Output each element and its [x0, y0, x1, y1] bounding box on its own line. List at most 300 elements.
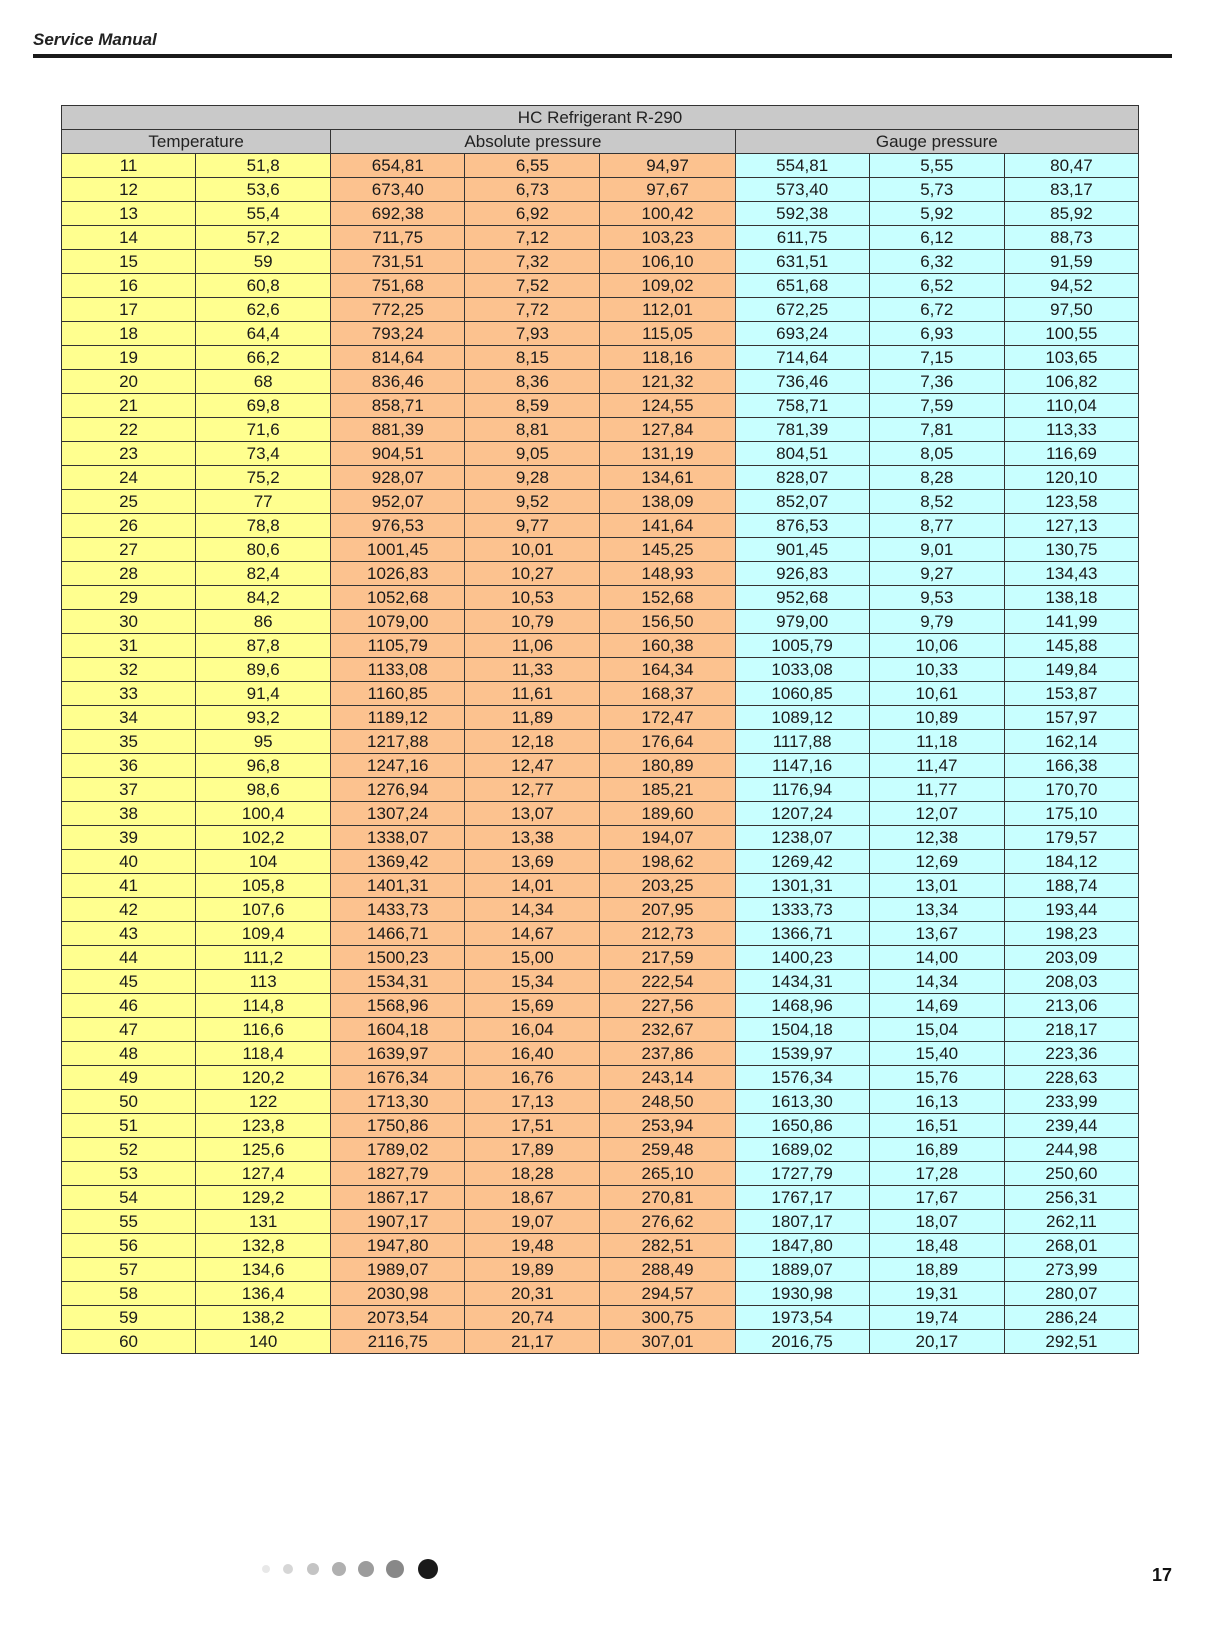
progress-dot — [283, 1564, 293, 1574]
table-cell: 1847,80 — [735, 1234, 869, 1258]
table-cell: 280,07 — [1004, 1282, 1138, 1306]
table-cell: 781,39 — [735, 418, 869, 442]
table-cell: 751,68 — [331, 274, 465, 298]
table-cell: 57,2 — [196, 226, 331, 250]
table-cell: 84,2 — [196, 586, 331, 610]
table-cell: 736,46 — [735, 370, 869, 394]
table-cell: 901,45 — [735, 538, 869, 562]
table-cell: 692,38 — [331, 202, 465, 226]
table-cell: 18,48 — [869, 1234, 1004, 1258]
table-row — [62, 994, 1139, 1018]
table-cell: 250,60 — [1004, 1162, 1138, 1186]
table-cell: 13,01 — [869, 874, 1004, 898]
table-cell: 1301,31 — [735, 874, 869, 898]
table-cell: 131,19 — [600, 442, 735, 466]
table-cell: 164,34 — [600, 658, 735, 682]
table-cell: 259,48 — [600, 1138, 735, 1162]
table-cell: 14,34 — [465, 898, 600, 922]
table-cell: 43 — [62, 922, 196, 946]
table-cell: 714,64 — [735, 346, 869, 370]
table-row — [62, 802, 1139, 826]
table-cell: 16,51 — [869, 1114, 1004, 1138]
table-cell: 51 — [62, 1114, 196, 1138]
table-cell: 37 — [62, 778, 196, 802]
table-cell: 11 — [62, 154, 196, 178]
table-cell: 9,01 — [869, 538, 1004, 562]
table-cell: 60 — [62, 1330, 196, 1354]
table-cell: 286,24 — [1004, 1306, 1138, 1330]
table-cell: 12,18 — [465, 730, 600, 754]
table-cell: 651,68 — [735, 274, 869, 298]
table-row — [62, 922, 1139, 946]
table-cell: 66,2 — [196, 346, 331, 370]
table-cell: 1613,30 — [735, 1090, 869, 1114]
table-cell: 6,73 — [465, 178, 600, 202]
table-cell: 10,27 — [465, 562, 600, 586]
table-cell: 1089,12 — [735, 706, 869, 730]
table-cell: 1269,42 — [735, 850, 869, 874]
table-cell: 189,60 — [600, 802, 735, 826]
table-cell: 12,69 — [869, 850, 1004, 874]
table-cell: 16,04 — [465, 1018, 600, 1042]
table-cell: 7,72 — [465, 298, 600, 322]
table-cell: 1238,07 — [735, 826, 869, 850]
table-cell: 1676,34 — [331, 1066, 465, 1090]
table-cell: 1052,68 — [331, 586, 465, 610]
table-cell: 693,24 — [735, 322, 869, 346]
table-cell: 120,10 — [1004, 466, 1138, 490]
table-cell: 270,81 — [600, 1186, 735, 1210]
table-row — [62, 490, 1139, 514]
table-cell: 21 — [62, 394, 196, 418]
table-cell: 94,97 — [600, 154, 735, 178]
table-cell: 294,57 — [600, 1282, 735, 1306]
table-cell: 554,81 — [735, 154, 869, 178]
table-row — [62, 1018, 1139, 1042]
table-cell: 75,2 — [196, 466, 331, 490]
table-cell: 188,74 — [1004, 874, 1138, 898]
table-cell: 1147,16 — [735, 754, 869, 778]
table-cell: 1434,31 — [735, 970, 869, 994]
table-row — [62, 1186, 1139, 1210]
table-cell: 1400,23 — [735, 946, 869, 970]
table-cell: 9,27 — [869, 562, 1004, 586]
table-cell: 30 — [62, 610, 196, 634]
table-cell: 10,06 — [869, 634, 1004, 658]
table-cell: 2030,98 — [331, 1282, 465, 1306]
table-cell: 19,89 — [465, 1258, 600, 1282]
table-cell: 248,50 — [600, 1090, 735, 1114]
table-cell: 138,2 — [196, 1306, 331, 1330]
table-cell: 1247,16 — [331, 754, 465, 778]
table-cell: 57 — [62, 1258, 196, 1282]
table-cell: 1333,73 — [735, 898, 869, 922]
table-cell: 19,31 — [869, 1282, 1004, 1306]
page-number: 17 — [1152, 1565, 1173, 1585]
table-cell: 118,4 — [196, 1042, 331, 1066]
table-cell: 7,15 — [869, 346, 1004, 370]
table-cell: 8,05 — [869, 442, 1004, 466]
table-cell: 31 — [62, 634, 196, 658]
table-cell: 110,04 — [1004, 394, 1138, 418]
table-cell: 7,59 — [869, 394, 1004, 418]
table-cell: 237,86 — [600, 1042, 735, 1066]
table-cell: 112,01 — [600, 298, 735, 322]
table-cell: 654,81 — [331, 154, 465, 178]
table-cell: 59 — [62, 1306, 196, 1330]
table-cell: 91,59 — [1004, 250, 1138, 274]
table-cell: 8,81 — [465, 418, 600, 442]
temperature-header: Temperature — [62, 130, 331, 154]
header-divider — [33, 54, 1172, 58]
table-cell: 2073,54 — [331, 1306, 465, 1330]
table-row — [62, 442, 1139, 466]
table-cell: 9,05 — [465, 442, 600, 466]
table-row — [62, 1066, 1139, 1090]
table-cell: 45 — [62, 970, 196, 994]
table-cell: 7,81 — [869, 418, 1004, 442]
table-cell: 20,31 — [465, 1282, 600, 1306]
table-cell: 2116,75 — [331, 1330, 465, 1354]
table-cell: 109,02 — [600, 274, 735, 298]
table-cell: 828,07 — [735, 466, 869, 490]
table-cell: 138,18 — [1004, 586, 1138, 610]
table-cell: 15,04 — [869, 1018, 1004, 1042]
table-cell: 121,32 — [600, 370, 735, 394]
table-cell: 288,49 — [600, 1258, 735, 1282]
table-cell: 1568,96 — [331, 994, 465, 1018]
table-row — [62, 1282, 1139, 1306]
table-cell: 1767,17 — [735, 1186, 869, 1210]
table-cell: 96,8 — [196, 754, 331, 778]
table-cell: 300,75 — [600, 1306, 735, 1330]
table-row — [62, 418, 1139, 442]
table-row — [62, 1090, 1139, 1114]
table-row — [62, 826, 1139, 850]
table-cell: 160,38 — [600, 634, 735, 658]
table-cell: 1930,98 — [735, 1282, 869, 1306]
table-cell: 38 — [62, 802, 196, 826]
table-cell: 94,52 — [1004, 274, 1138, 298]
table-cell: 793,24 — [331, 322, 465, 346]
table-cell: 103,23 — [600, 226, 735, 250]
table-cell: 33 — [62, 682, 196, 706]
table-cell: 7,93 — [465, 322, 600, 346]
table-cell: 223,36 — [1004, 1042, 1138, 1066]
table-cell: 12 — [62, 178, 196, 202]
table-cell: 97,50 — [1004, 298, 1138, 322]
table-cell: 193,44 — [1004, 898, 1138, 922]
table-cell: 926,83 — [735, 562, 869, 586]
table-cell: 976,53 — [331, 514, 465, 538]
table-cell: 11,47 — [869, 754, 1004, 778]
table-cell: 1033,08 — [735, 658, 869, 682]
table-cell: 113,33 — [1004, 418, 1138, 442]
table-row — [62, 1330, 1139, 1354]
table-cell: 127,4 — [196, 1162, 331, 1186]
table-cell: 207,95 — [600, 898, 735, 922]
table-cell: 804,51 — [735, 442, 869, 466]
table-cell: 16 — [62, 274, 196, 298]
table-cell: 120,2 — [196, 1066, 331, 1090]
table-cell: 1827,79 — [331, 1162, 465, 1186]
table-cell: 102,2 — [196, 826, 331, 850]
table-cell: 1026,83 — [331, 562, 465, 586]
table-cell: 1576,34 — [735, 1066, 869, 1090]
table-row — [62, 1114, 1139, 1138]
table-cell: 7,36 — [869, 370, 1004, 394]
table-row — [62, 514, 1139, 538]
table-cell: 127,13 — [1004, 514, 1138, 538]
table-cell: 217,59 — [600, 946, 735, 970]
table-cell: 21,17 — [465, 1330, 600, 1354]
table-cell: 8,52 — [869, 490, 1004, 514]
table-cell: 17,67 — [869, 1186, 1004, 1210]
table-cell: 17,89 — [465, 1138, 600, 1162]
table-cell: 1807,17 — [735, 1210, 869, 1234]
table-cell: 22 — [62, 418, 196, 442]
table-cell: 176,64 — [600, 730, 735, 754]
table-cell: 100,42 — [600, 202, 735, 226]
table-cell: 138,09 — [600, 490, 735, 514]
table-cell: 103,65 — [1004, 346, 1138, 370]
table-cell: 24 — [62, 466, 196, 490]
table-cell: 10,79 — [465, 610, 600, 634]
table-cell: 772,25 — [331, 298, 465, 322]
table-row — [62, 706, 1139, 730]
table-row — [62, 634, 1139, 658]
table-cell: 731,51 — [331, 250, 465, 274]
table-cell: 134,43 — [1004, 562, 1138, 586]
table-row — [62, 898, 1139, 922]
table-cell: 25 — [62, 490, 196, 514]
table-cell: 111,2 — [196, 946, 331, 970]
table-cell: 14,00 — [869, 946, 1004, 970]
table-cell: 8,36 — [465, 370, 600, 394]
table-row — [62, 1210, 1139, 1234]
table-cell: 979,00 — [735, 610, 869, 634]
table-cell: 904,51 — [331, 442, 465, 466]
table-cell: 78,8 — [196, 514, 331, 538]
table-cell: 194,07 — [600, 826, 735, 850]
table-cell: 19,48 — [465, 1234, 600, 1258]
table-cell: 93,2 — [196, 706, 331, 730]
table-cell: 26 — [62, 514, 196, 538]
table-cell: 27 — [62, 538, 196, 562]
table-cell: 14,34 — [869, 970, 1004, 994]
absolute-pressure-header: Absolute pressure — [331, 130, 735, 154]
table-row — [62, 874, 1139, 898]
table-cell: 124,55 — [600, 394, 735, 418]
table-title: HC Refrigerant R-290 — [62, 106, 1139, 130]
table-cell: 836,46 — [331, 370, 465, 394]
table-cell: 18,89 — [869, 1258, 1004, 1282]
table-cell: 54 — [62, 1186, 196, 1210]
table-cell: 185,21 — [600, 778, 735, 802]
gauge-pressure-header: Gauge pressure — [735, 130, 1138, 154]
table-cell: 40 — [62, 850, 196, 874]
table-cell: 1276,94 — [331, 778, 465, 802]
table-cell: 1468,96 — [735, 994, 869, 1018]
table-cell: 7,52 — [465, 274, 600, 298]
table-cell: 1639,97 — [331, 1042, 465, 1066]
table-cell: 10,89 — [869, 706, 1004, 730]
table-cell: 1713,30 — [331, 1090, 465, 1114]
table-cell: 14,01 — [465, 874, 600, 898]
table-cell: 10,53 — [465, 586, 600, 610]
table-row — [62, 298, 1139, 322]
table-cell: 282,51 — [600, 1234, 735, 1258]
table-row — [62, 562, 1139, 586]
table-cell: 243,14 — [600, 1066, 735, 1090]
table-cell: 881,39 — [331, 418, 465, 442]
table-cell: 12,77 — [465, 778, 600, 802]
table-cell: 87,8 — [196, 634, 331, 658]
table-cell: 125,6 — [196, 1138, 331, 1162]
table-cell: 15,00 — [465, 946, 600, 970]
table-cell: 44 — [62, 946, 196, 970]
table-cell: 1207,24 — [735, 802, 869, 826]
table-cell: 6,52 — [869, 274, 1004, 298]
table-cell: 253,94 — [600, 1114, 735, 1138]
table-cell: 12,07 — [869, 802, 1004, 826]
table-cell: 172,47 — [600, 706, 735, 730]
table-cell: 232,67 — [600, 1018, 735, 1042]
table-cell: 56 — [62, 1234, 196, 1258]
table-cell: 1060,85 — [735, 682, 869, 706]
progress-dot — [262, 1565, 270, 1573]
table-cell: 148,93 — [600, 562, 735, 586]
table-row — [62, 658, 1139, 682]
table-row — [62, 394, 1139, 418]
table-cell: 91,4 — [196, 682, 331, 706]
table-cell: 9,77 — [465, 514, 600, 538]
table-row — [62, 754, 1139, 778]
table-cell: 1604,18 — [331, 1018, 465, 1042]
table-cell: 20,74 — [465, 1306, 600, 1330]
table-cell: 145,25 — [600, 538, 735, 562]
table-cell: 52 — [62, 1138, 196, 1162]
progress-dot — [332, 1562, 346, 1576]
table-row — [62, 682, 1139, 706]
table-row — [62, 586, 1139, 610]
table-cell: 8,15 — [465, 346, 600, 370]
table-cell: 1189,12 — [331, 706, 465, 730]
table-cell: 18,28 — [465, 1162, 600, 1186]
table-cell: 573,40 — [735, 178, 869, 202]
table-cell: 1401,31 — [331, 874, 465, 898]
table-cell: 51,8 — [196, 154, 331, 178]
table-cell: 18,07 — [869, 1210, 1004, 1234]
table-cell: 2016,75 — [735, 1330, 869, 1354]
table-cell: 184,12 — [1004, 850, 1138, 874]
table-cell: 134,6 — [196, 1258, 331, 1282]
table-cell: 166,38 — [1004, 754, 1138, 778]
table-cell: 1534,31 — [331, 970, 465, 994]
table-cell: 198,62 — [600, 850, 735, 874]
table-cell: 86 — [196, 610, 331, 634]
table-cell: 208,03 — [1004, 970, 1138, 994]
table-cell: 292,51 — [1004, 1330, 1138, 1354]
table-cell: 149,84 — [1004, 658, 1138, 682]
table-cell: 307,01 — [600, 1330, 735, 1354]
table-cell: 1001,45 — [331, 538, 465, 562]
table-cell: 17,28 — [869, 1162, 1004, 1186]
table-cell: 952,07 — [331, 490, 465, 514]
table-row — [62, 1138, 1139, 1162]
table-cell: 113 — [196, 970, 331, 994]
table-cell: 6,55 — [465, 154, 600, 178]
progress-dot — [307, 1563, 319, 1575]
table-cell: 36 — [62, 754, 196, 778]
table-cell: 672,25 — [735, 298, 869, 322]
table-cell: 1789,02 — [331, 1138, 465, 1162]
table-cell: 23 — [62, 442, 196, 466]
table-row — [62, 250, 1139, 274]
document-title: Service Manual — [33, 30, 157, 49]
table-cell: 105,8 — [196, 874, 331, 898]
table-cell: 100,4 — [196, 802, 331, 826]
table-cell: 35 — [62, 730, 196, 754]
table-cell: 19,07 — [465, 1210, 600, 1234]
table-row — [62, 154, 1139, 178]
table-cell: 104 — [196, 850, 331, 874]
table-cell: 88,73 — [1004, 226, 1138, 250]
table-cell: 1504,18 — [735, 1018, 869, 1042]
table-row — [62, 322, 1139, 346]
table-cell: 852,07 — [735, 490, 869, 514]
table-cell: 55 — [62, 1210, 196, 1234]
table-row — [62, 946, 1139, 970]
table-cell: 1160,85 — [331, 682, 465, 706]
table-cell: 48 — [62, 1042, 196, 1066]
table-cell: 9,53 — [869, 586, 1004, 610]
table-cell: 203,09 — [1004, 946, 1138, 970]
table-cell: 145,88 — [1004, 634, 1138, 658]
table-cell: 256,31 — [1004, 1186, 1138, 1210]
table-cell: 11,89 — [465, 706, 600, 730]
table-cell: 6,12 — [869, 226, 1004, 250]
table-cell: 13,69 — [465, 850, 600, 874]
table-cell: 13,38 — [465, 826, 600, 850]
table-cell: 6,32 — [869, 250, 1004, 274]
table-cell: 876,53 — [735, 514, 869, 538]
table-cell: 16,13 — [869, 1090, 1004, 1114]
table-cell: 141,64 — [600, 514, 735, 538]
table-cell: 82,4 — [196, 562, 331, 586]
table-cell: 77 — [196, 490, 331, 514]
table-cell: 227,56 — [600, 994, 735, 1018]
table-cell: 20,17 — [869, 1330, 1004, 1354]
table-cell: 1727,79 — [735, 1162, 869, 1186]
table-cell: 9,28 — [465, 466, 600, 490]
table-row — [62, 1042, 1139, 1066]
table-row — [62, 970, 1139, 994]
table-cell: 8,59 — [465, 394, 600, 418]
table-cell: 12,38 — [869, 826, 1004, 850]
table-cell: 60,8 — [196, 274, 331, 298]
table-cell: 11,33 — [465, 658, 600, 682]
table-cell: 218,17 — [1004, 1018, 1138, 1042]
table-cell: 14,67 — [465, 922, 600, 946]
table-cell: 1539,97 — [735, 1042, 869, 1066]
table-cell: 952,68 — [735, 586, 869, 610]
table-cell: 95 — [196, 730, 331, 754]
table-cell: 15 — [62, 250, 196, 274]
table-cell: 13,67 — [869, 922, 1004, 946]
table-cell: 80,47 — [1004, 154, 1138, 178]
table-cell: 1433,73 — [331, 898, 465, 922]
